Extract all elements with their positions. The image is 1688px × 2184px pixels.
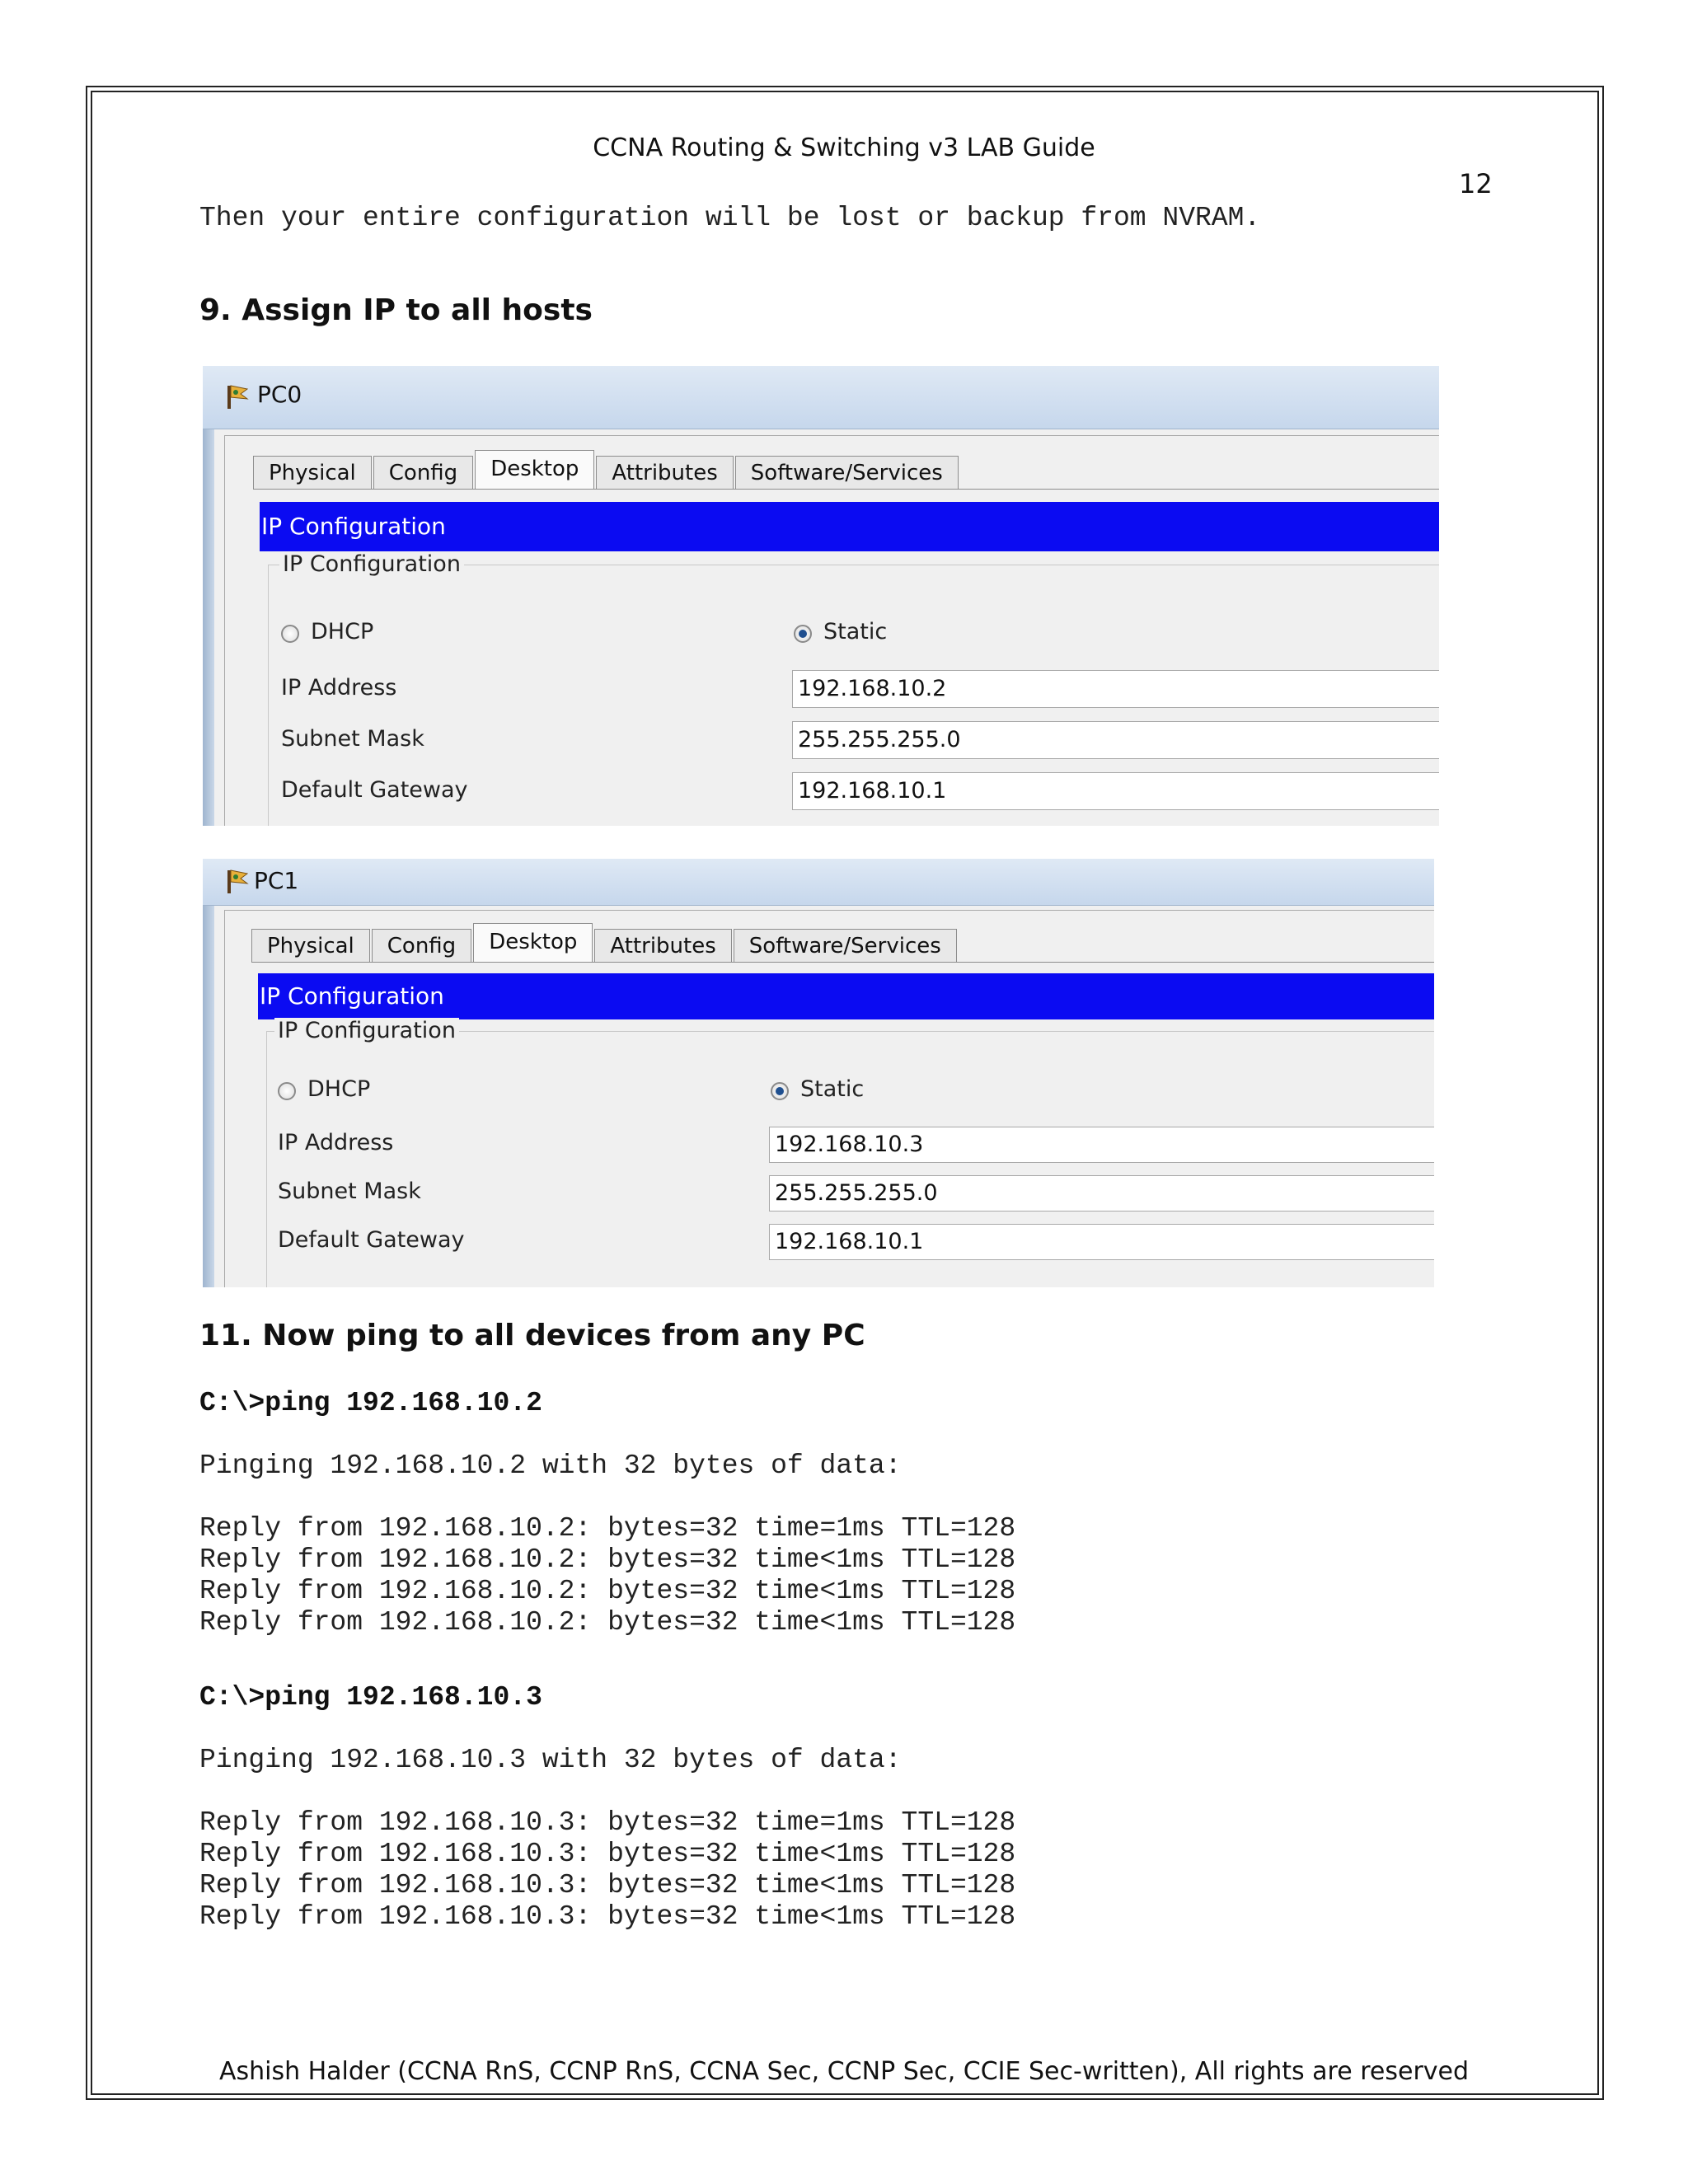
tab-physical[interactable]: Physical	[251, 929, 370, 962]
pc1-window	[203, 859, 1434, 1287]
ping-command-2: C:\>ping 192.168.10.3	[199, 1682, 542, 1713]
static-radio[interactable]	[794, 625, 812, 643]
document-header: CCNA Routing & Switching v3 LAB Guide	[593, 134, 1095, 162]
reply-line: Reply from 192.168.10.3: bytes=32 time<1ms TTL=128	[199, 1901, 1016, 1932]
default-gateway-label: Default Gateway	[278, 1227, 465, 1253]
subnet-mask-field[interactable]: 255.255.255.0	[792, 721, 1439, 759]
ping-header-1: Pinging 192.168.10.2 with 32 bytes of data:	[199, 1451, 902, 1481]
reply-line: Reply from 192.168.10.2: bytes=32 time<1ms TTL=128	[199, 1607, 1016, 1638]
pc1-client-area	[224, 910, 1434, 1287]
default-gateway-field[interactable]: 192.168.10.1	[792, 772, 1439, 810]
tab-baseline	[253, 489, 1439, 490]
tab-attributes[interactable]: Attributes	[594, 929, 731, 962]
pc0-titlebar[interactable]	[203, 366, 1439, 429]
tab-physical[interactable]: Physical	[253, 456, 372, 489]
reply-line: Reply from 192.168.10.2: bytes=32 time=1ms TTL=128	[199, 1513, 1016, 1544]
default-gateway-field[interactable]: 192.168.10.1	[769, 1224, 1434, 1260]
dhcp-label: DHCP	[311, 619, 374, 644]
page-number: 12	[1459, 168, 1493, 199]
tab-software-services[interactable]: Software/Services	[734, 929, 957, 962]
reply-line: Reply from 192.168.10.3: bytes=32 time=1ms TTL=128	[199, 1807, 1016, 1838]
static-label: Static	[823, 619, 888, 644]
subnet-mask-label: Subnet Mask	[278, 1179, 421, 1204]
default-gateway-label: Default Gateway	[281, 777, 468, 803]
subnet-mask-field[interactable]: 255.255.255.0	[769, 1175, 1434, 1212]
static-radio[interactable]	[771, 1082, 789, 1100]
tab-baseline	[251, 962, 1434, 963]
group-title: IP Configuration	[279, 551, 464, 577]
pc-app-icon	[224, 382, 249, 410]
intro-line: Then your entire configuration will be lost or backup from NVRAM.	[199, 203, 1261, 233]
tab-config[interactable]: Config	[373, 456, 473, 489]
document-footer: Ashish Halder (CCNA RnS, CCNP RnS, CCNA Sec, CCNP Sec, CCIE Sec-written), All rights are reserved	[218, 2057, 1470, 2086]
section-heading-9: 9. Assign IP to all hosts	[199, 293, 593, 327]
ip-address-field[interactable]: 192.168.10.2	[792, 670, 1439, 708]
pc-app-icon	[224, 867, 249, 895]
pc0-window	[203, 366, 1439, 826]
section-heading-11: 11. Now ping to all devices from any PC	[199, 1319, 865, 1352]
reply-line: Reply from 192.168.10.2: bytes=32 time<1ms TTL=128	[199, 1544, 1016, 1575]
tab-desktop[interactable]: Desktop	[475, 450, 594, 490]
ip-configuration-titlebar: IP Configuration	[260, 502, 1439, 551]
tab-desktop[interactable]: Desktop	[473, 923, 593, 963]
ping-header-2: Pinging 192.168.10.3 with 32 bytes of data:	[199, 1745, 902, 1775]
ip-address-label: IP Address	[278, 1130, 394, 1155]
ping-command-1: C:\>ping 192.168.10.2	[199, 1388, 542, 1418]
pc1-tab-strip	[251, 926, 959, 962]
pc0-tab-strip	[253, 452, 960, 489]
dhcp-radio[interactable]	[281, 625, 299, 643]
static-label: Static	[800, 1076, 865, 1102]
pc0-title: PC0	[257, 381, 302, 408]
ip-configuration-titlebar: IP Configuration	[258, 973, 1434, 1019]
tab-attributes[interactable]: Attributes	[596, 456, 733, 489]
pc0-client-area	[224, 435, 1439, 826]
ip-address-field[interactable]: 192.168.10.3	[769, 1127, 1434, 1163]
reply-line: Reply from 192.168.10.2: bytes=32 time<1ms TTL=128	[199, 1576, 1016, 1606]
dhcp-radio[interactable]	[278, 1082, 296, 1100]
window-frame-edge	[203, 859, 214, 1287]
pc1-title: PC1	[254, 867, 299, 894]
subnet-mask-label: Subnet Mask	[281, 726, 424, 752]
tab-software-services[interactable]: Software/Services	[735, 456, 959, 489]
pc1-titlebar[interactable]	[203, 859, 1434, 906]
reply-line: Reply from 192.168.10.3: bytes=32 time<1ms TTL=128	[199, 1870, 1016, 1900]
group-title: IP Configuration	[274, 1018, 459, 1043]
window-frame-edge	[203, 366, 214, 826]
reply-line: Reply from 192.168.10.3: bytes=32 time<1ms TTL=128	[199, 1839, 1016, 1869]
ip-address-label: IP Address	[281, 675, 397, 701]
dhcp-label: DHCP	[307, 1076, 371, 1102]
tab-config[interactable]: Config	[372, 929, 471, 962]
